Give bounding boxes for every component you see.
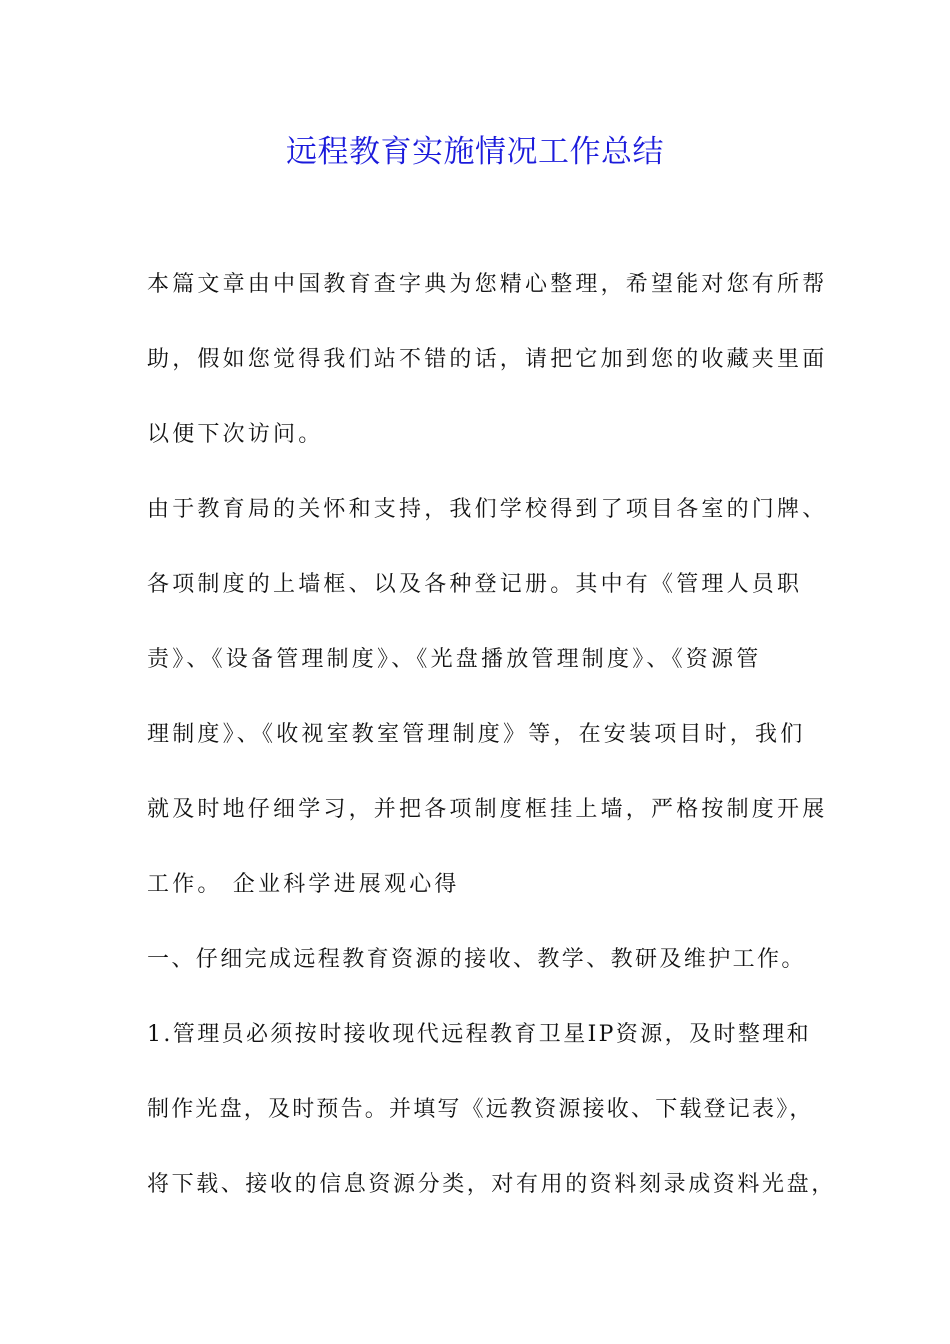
body-line-13: 将下载、接收的信息资源分类，对有用的资料刻录成资料光盘， — [147, 1172, 836, 1197]
body-line-2: 助，假如您觉得我们站不错的话，请把它加到您的收藏夹里面 — [147, 347, 828, 372]
body-line-1: 本篇文章由中国教育查字典为您精心整理，希望能对您有所帮 — [147, 272, 828, 297]
body-line-8: 就及时地仔细学习，并把各项制度框挂上墙，严格按制度开展 — [147, 797, 828, 822]
body-line-7: 理制度》、《收视室教室管理制度》等，在安装项目时，我们 — [147, 722, 806, 747]
body-line-9: 工作。 企业科学进展观心得 — [147, 872, 460, 897]
body-line-6: 责》、《设备管理制度》、《光盘播放管理制度》、《资源管 — [147, 647, 762, 672]
body-line-4: 由于教育局的关怀和支持，我们学校得到了项目各室的门牌、 — [147, 497, 828, 522]
document-title: 远程教育实施情况工作总结 — [286, 134, 664, 170]
body-line-5: 各项制度的上墙框、以及各种登记册。其中有《管理人员职 — [147, 572, 803, 597]
body-line-11: 1.管理员必须按时接收现代远程教育卫星IP资源，及时整理和 — [147, 1022, 812, 1047]
body-line-12: 制作光盘，及时预告。并填写《远教资源接收、下载登记表》， — [147, 1097, 814, 1122]
body-line-10: 一、仔细完成远程教育资源的接收、教学、教研及维护工作。 — [147, 947, 806, 972]
body-line-3: 以便下次访问。 — [147, 422, 324, 447]
